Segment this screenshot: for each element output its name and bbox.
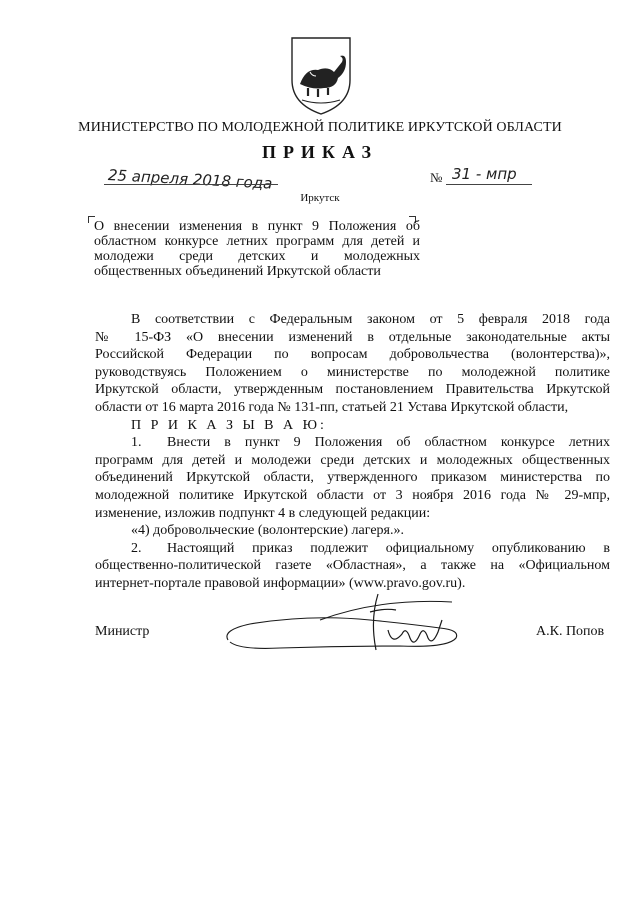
preamble-line: области от 16 марта 2016 года № 131-пп, статьей 21 Устава Иркутской области, [95, 399, 569, 415]
document-type-title: ПРИКАЗ [261, 142, 379, 162]
subject-line: О внесении изменения в пункт 9 Положения об [94, 219, 420, 234]
preamble-line: № 15-ФЗ «О внесении изменений в отдельные законодательные акты [95, 329, 610, 345]
preamble-line: руководствуясь Положением о министерстве по молодежной политике [95, 364, 610, 380]
item-1-line: объединений Иркутской области, утвержденного приказом министерства по [95, 470, 610, 486]
item-2-line: общественно-политической газете «Областная», а также на «Официальном [95, 558, 610, 574]
amendment-quote: «4) добровольческие (волонтерские) лагеря.». [131, 523, 404, 539]
item-1-line: молодежной политике Иркутской области от 3 ноября 2016 года № 29-мпр, [95, 487, 610, 503]
signatory-position: Министр [95, 624, 150, 639]
coat-of-arms-emblem [288, 32, 354, 116]
issue-city: Иркутск [300, 192, 340, 204]
item-2-first-line [95, 540, 610, 558]
signatory-name: А.К. Попов [536, 624, 605, 639]
item-2-text: Настоящий приказ подлежит официальному опубликованию в [167, 540, 610, 556]
order-number-label: № [430, 170, 443, 185]
handwritten-signature [220, 590, 470, 662]
order-word: П Р И К А З Ы В А Ю: [131, 417, 327, 433]
subject-line: общественных объединений Иркутской области [94, 264, 381, 279]
order-date: 25 апреля 2018 года [107, 166, 273, 193]
item-1-number: 1. [131, 435, 142, 451]
subject-line: молодежи среди детских и молодежных [94, 249, 420, 264]
item-1-line: программ для детей и молодежи среди детских и молодежных общественных [95, 452, 610, 468]
item-2-number: 2. [131, 540, 142, 556]
order-number: 31 - мпр [452, 165, 517, 183]
preamble-line: Иркутской области, утвержденным постановлением Правительства Иркутской [95, 382, 610, 398]
order-subject [94, 219, 420, 279]
item-1-line: изменение, изложив подпункт 4 в следующей редакции: [95, 505, 431, 521]
order-body [95, 311, 610, 593]
ministry-name: МИНИСТЕРСТВО ПО МОЛОДЕЖНОЙ ПОЛИТИКЕ ИРКУТСКОЙ ОБЛАСТИ [78, 120, 562, 135]
number-underline [446, 184, 532, 185]
item-1-first-line [95, 434, 610, 452]
date-underline [104, 184, 278, 185]
preamble-line: Российской Федерации по вопросам добровольчества (волонтерства)», [95, 347, 610, 363]
item-1-text: Внести в пункт 9 Положения об областном конкурсе летних [167, 435, 610, 451]
item-2-line: интернет-портале правовой информации» (www.pravo.gov.ru). [95, 575, 466, 591]
subject-line: областном конкурсе летних программ для детей и [94, 234, 420, 249]
preamble-line: В соответствии с Федеральным законом от 5 февраля 2018 года [131, 312, 610, 327]
